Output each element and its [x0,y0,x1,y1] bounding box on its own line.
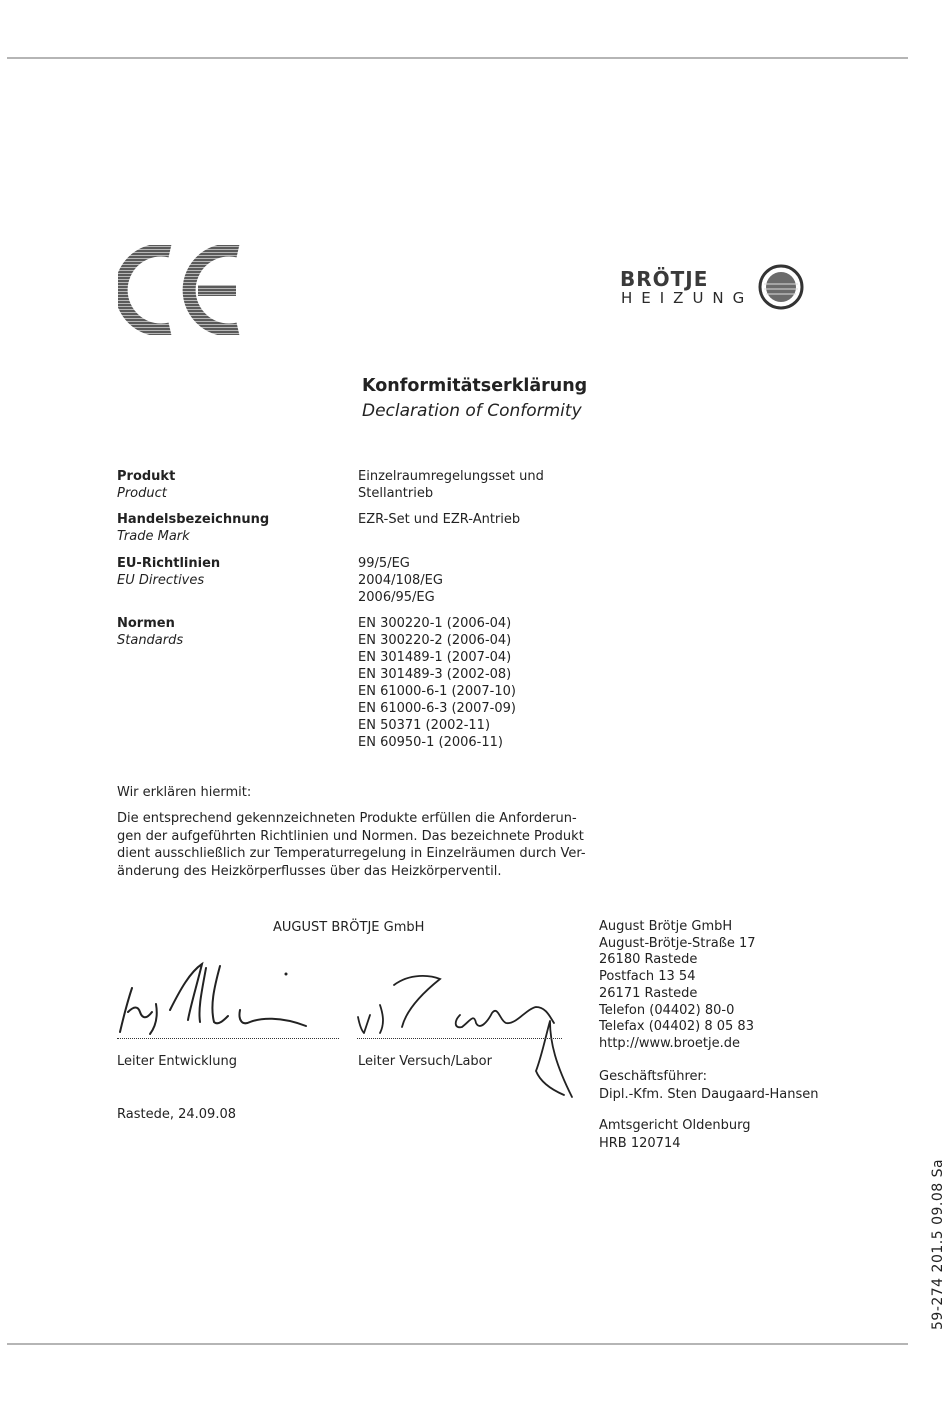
label-product: Produkt [117,469,176,484]
logo-sub: HEIZUNG [621,289,754,307]
top-rule [7,57,908,59]
address-block [599,919,756,1053]
manager-name: Dipl.-Kfm. Sten Daugaard-Hansen [599,1086,819,1102]
declaration-body [117,810,586,880]
document-subtitle: Declaration of Conformity [362,401,582,421]
field-standards-values [358,615,516,751]
trademark-value: EZR-Set und EZR-Antrieb [358,512,521,527]
product-line: Einzelraumregelungsset und [358,469,544,484]
manager-label: Geschäftsführer: [599,1069,708,1084]
address-line: 26171 Rastede [599,985,698,1001]
company-name: AUGUST BRÖTJE GmbH [273,920,425,935]
field-product-values [358,468,544,502]
address-line: August-Brötje-Straße 17 [599,935,756,951]
court-block [599,1117,750,1152]
product-line: Stellantrieb [358,486,434,501]
manager-block [599,1068,819,1103]
address-line: 26180 Rastede [599,952,698,968]
standard-item: EN 301489-3 (2002-08) [358,667,512,682]
logo-brand: BRÖTJE [620,267,709,291]
standard-item: EN 50371 (2002-11) [358,718,491,733]
signature-left [110,960,320,1040]
standard-item: EN 300220-2 (2006-04) [358,633,512,648]
website-line: http://www.broetje.de [599,1035,741,1051]
directive-item: 2006/95/EG [358,590,435,605]
declaration-line: änderung des Heizkörperflusses über das Heizkörperventil. [117,863,502,879]
side-document-code: 59-274 201.5 09.08 Sa [930,1158,946,1330]
field-trademark-values [358,511,520,528]
field-standards-labels [117,615,183,649]
role-left: Leiter Entwicklung [117,1054,238,1069]
standard-item: EN 61000-6-1 (2007-10) [358,684,516,699]
signature-line-left [117,1038,339,1039]
declaration-heading: Wir erklären hiermit: [117,785,252,800]
label-standards-en: Standards [117,633,184,648]
standard-item: EN 61000-6-3 (2007-09) [358,701,516,716]
court-line: HRB 120714 [599,1135,681,1151]
logo-badge-icon [758,264,804,310]
standard-item: EN 301489-1 (2007-04) [358,650,512,665]
standard-item: EN 300220-1 (2006-04) [358,616,512,631]
place-date: Rastede, 24.09.08 [117,1107,236,1122]
address-line: Telefon (04402) 80-0 [599,1002,735,1018]
address-line: Telefax (04402) 8 05 83 [599,1019,754,1035]
document-title: Konformitätserklärung [362,376,588,396]
field-product-labels [117,468,175,502]
broetje-logo [618,262,808,312]
directive-item: 2004/108/EG [358,573,443,588]
label-trademark: Handelsbezeichnung [117,512,270,527]
label-directives: EU-Richtlinien [117,556,221,571]
declaration-line: Die entsprechend gekennzeichneten Produkte erfüllen die Anforderun- [117,811,577,826]
bottom-rule [7,1343,908,1345]
role-right: Leiter Versuch/Labor [358,1054,492,1069]
label-product-en: Product [117,486,167,501]
address-line: Postfach 13 54 [599,969,696,985]
address-line: August Brötje GmbH [599,919,733,934]
declaration-line: dient ausschließlich zur Temperaturregelung in Einzelräumen durch Ver- [117,846,586,861]
court-line: Amtsgericht Oldenburg [599,1118,751,1133]
label-standards: Normen [117,616,175,631]
signature-right [350,965,590,1100]
declaration-line: gen der aufgeführten Richtlinien und Normen. Das bezeichnete Produkt [117,828,584,844]
signature-line-right [357,1038,562,1039]
field-trademark-labels [117,511,269,545]
ce-mark-icon [118,245,246,335]
field-directives-values [358,555,443,606]
label-directives-en: EU Directives [117,573,205,588]
field-directives-labels [117,555,220,589]
standard-item: EN 60950-1 (2006-11) [358,735,503,750]
directive-item: 99/5/EG [358,556,410,571]
label-trademark-en: Trade Mark [117,529,190,544]
